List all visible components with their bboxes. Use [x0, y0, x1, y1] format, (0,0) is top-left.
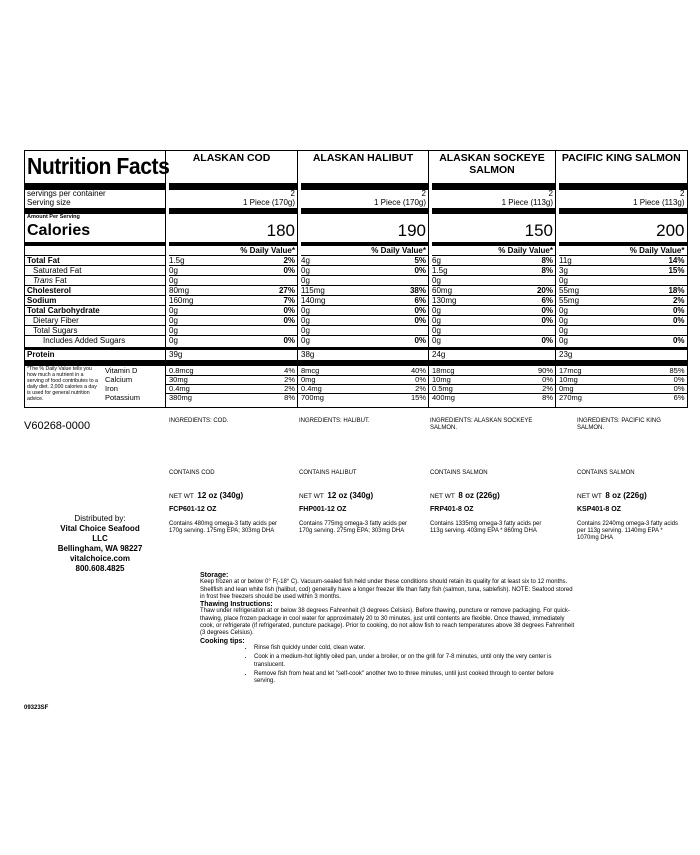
- sat-fat-label: Saturated Fat: [33, 266, 82, 275]
- ingredients: INGREDIENTS: HALIBUT.: [299, 418, 370, 424]
- calories-value: 200: [656, 221, 685, 240]
- nutrient-dv: 0%: [283, 306, 295, 315]
- nutrient-amount: 1.5g: [432, 266, 448, 275]
- nutrient-amount: 0g: [301, 266, 310, 275]
- product-name: ALASKAN HALIBUT: [312, 152, 414, 164]
- fiber-label: Dietary Fiber: [33, 316, 79, 325]
- serving-size-value: 1 Piece (170g): [373, 198, 426, 207]
- nutrient-amount: 0g: [559, 336, 568, 345]
- dv-header: % Daily Value*: [240, 246, 295, 255]
- vitd-label: Vitamin D: [105, 366, 138, 375]
- serving-size-value: 1 Piece (113g): [633, 198, 685, 207]
- nutrient-amount: 0g: [559, 276, 568, 285]
- nutrient-dv: 38%: [409, 286, 426, 295]
- nutrient-dv: 0%: [414, 336, 426, 345]
- cook-tips-list: [240, 645, 575, 685]
- nutrient-amount: 0g: [169, 336, 178, 345]
- vitamin-amount: 10mg: [432, 375, 451, 384]
- sodium-label: Sodium: [27, 296, 57, 305]
- vitamin-amount: 270mg: [559, 393, 582, 402]
- omega-info: Contains 480mg omega-3 fatty acids per 170g serving. 175mg EPA; 303mg DHA: [169, 521, 278, 534]
- product-name: PACIFIC KING SALMON: [561, 152, 681, 164]
- nutrition-facts-title: Nutrition Facts: [27, 153, 170, 179]
- serving-size-value: 1 Piece (170g): [242, 198, 295, 207]
- dv-header: % Daily Value*: [371, 246, 426, 255]
- nutrient-amount: 0g: [432, 336, 441, 345]
- vitamin-dv: 0%: [673, 375, 685, 384]
- nutrient-dv: 0%: [414, 316, 426, 325]
- total-carb-label: Total Carbohydrate: [27, 306, 100, 315]
- omega-info: Contains 2240mg omega-3 fatty acids per 113g serving. 1140mg EPA * 1070mg DHA: [577, 521, 679, 541]
- vitamin-dv: 15%: [410, 393, 426, 402]
- nutrient-amount: 0g: [169, 316, 178, 325]
- vitamin-amount: 18mcg: [432, 366, 455, 375]
- storage-block: [200, 572, 575, 687]
- ingredients: INGREDIENTS: PACIFIC KING SALMON.: [577, 418, 661, 431]
- serving-size-label: Serving size: [27, 198, 71, 207]
- nutrient-dv: 5%: [414, 256, 426, 265]
- nutrient-amount: 130mg: [432, 296, 457, 305]
- servings-value: 2: [548, 189, 553, 198]
- servings-value: 2: [290, 189, 295, 198]
- vitamin-amount: 700mg: [301, 393, 324, 402]
- nutrient-dv: 27%: [278, 286, 295, 295]
- vitamin-dv: 2%: [542, 384, 553, 393]
- nutrient-amount: 38g: [301, 350, 315, 359]
- nutrient-amount: 24g: [432, 350, 446, 359]
- sku: FCP601-12 OZ: [169, 506, 217, 513]
- vitamin-dv: 6%: [673, 393, 685, 402]
- nutrient-amount: 0g: [169, 276, 178, 285]
- cook-tip: • Remove fish from heat and let "self-cook" another two to three minutes, until just cooked through to center before serving.: [254, 671, 575, 686]
- servings-value: 2: [421, 189, 426, 198]
- thaw-heading: Thawing Instructions:: [200, 601, 273, 609]
- cook-tip: • Cook in a medium-hot lightly oiled pan, under a broiler, or on the grill for 7-8 minutes, until only the very center is translucent.: [254, 654, 575, 669]
- calories-value: 150: [524, 221, 553, 240]
- vitamin-amount: 0mg: [301, 375, 316, 384]
- nutrient-dv: 0%: [414, 306, 426, 315]
- ingredients: INGREDIENTS: ALASKAN SOCKEYE SALMON.: [430, 418, 533, 431]
- omega-info: Contains 775mg omega-3 fatty acids per 170g serving. 275mg EPA; 303mg DHA: [299, 521, 408, 534]
- vitamin-dv: 2%: [284, 384, 295, 393]
- nutrient-amount: 0g: [432, 316, 441, 325]
- nutrient-amount: 140mg: [301, 296, 326, 305]
- vitamin-amount: 0mg: [559, 384, 574, 393]
- nutrient-amount: 0g: [432, 306, 441, 315]
- contains-allergen: CONTAINS HALIBUT: [299, 470, 357, 476]
- nutrient-dv: 0%: [541, 316, 553, 325]
- storage-heading: Storage:: [200, 572, 229, 579]
- vitamin-amount: 10mg: [559, 375, 578, 384]
- vitamin-dv: 85%: [669, 366, 685, 375]
- dv-header: % Daily Value*: [498, 246, 553, 255]
- nutrient-amount: 0g: [559, 326, 568, 335]
- nutrient-amount: 4g: [301, 256, 310, 265]
- nutrient-dv: 2%: [672, 296, 685, 305]
- contains-allergen: CONTAINS COD: [169, 470, 215, 476]
- serving-size-value: 1 Piece (113g): [501, 198, 553, 207]
- product-name: ALASKAN SOCKEYE SALMON: [439, 152, 545, 176]
- nutrient-amount: 0g: [301, 336, 310, 345]
- cook-heading: Cooking tips:: [200, 637, 245, 645]
- nutrient-dv: 0%: [672, 306, 685, 315]
- nutrient-dv: 0%: [283, 266, 295, 275]
- nutrient-dv: 8%: [541, 256, 553, 265]
- nutrient-amount: 0g: [559, 316, 568, 325]
- sku: FRP401-8 OZ: [430, 506, 474, 513]
- nutrient-amount: 80mg: [169, 286, 190, 295]
- amount-per-serving: Amount Per Serving: [27, 214, 80, 220]
- nutrient-dv: 18%: [668, 286, 685, 295]
- nutrient-dv: 0%: [283, 316, 295, 325]
- sku: FHP001-12 OZ: [299, 506, 347, 513]
- company-name: Vital Choice Seafood LLC: [60, 524, 140, 543]
- nutrient-dv: 7%: [283, 296, 295, 305]
- cholesterol-label: Cholesterol: [27, 286, 72, 295]
- net-weight: NET WT 8 oz (226g): [430, 491, 500, 500]
- iron-label: Iron: [105, 384, 118, 393]
- calories-label: Calories: [27, 222, 91, 239]
- vitamin-dv: 8%: [284, 393, 295, 402]
- dv-header: % Daily Value*: [629, 246, 685, 255]
- nutrient-amount: 1.5g: [169, 256, 185, 265]
- vitamin-amount: 30mg: [169, 375, 188, 384]
- company-website: vitalchoice.com: [69, 554, 131, 563]
- nutrient-amount: 160mg: [169, 296, 194, 305]
- net-weight: NET WT 12 oz (340g): [169, 491, 244, 500]
- vitamin-amount: 380mg: [169, 393, 192, 402]
- nutrient-dv: 0%: [672, 336, 685, 345]
- calcium-label: Calcium: [105, 375, 133, 384]
- omega-info: Contains 1335mg omega-3 fatty acids per 113g serving. 403mg EPA * 860mg DHA: [430, 521, 542, 534]
- net-weight: NET WT 12 oz (340g): [299, 491, 374, 500]
- nutrient-amount: 0g: [169, 306, 178, 315]
- nutrient-dv: 14%: [668, 256, 685, 265]
- ingredients: INGREDIENTS: COD.: [169, 418, 229, 424]
- nutrient-dv: 0%: [283, 336, 295, 345]
- nutrient-dv: 6%: [414, 296, 426, 305]
- nutrient-amount: 0g: [169, 266, 178, 275]
- vitamin-dv: 2%: [284, 375, 295, 384]
- vitamin-amount: 0.4mg: [169, 384, 190, 393]
- product-column: [166, 151, 298, 407]
- contains-allergen: CONTAINS SALMON: [577, 470, 635, 476]
- nutrient-amount: 60mg: [432, 286, 453, 295]
- vitamin-dv: 0%: [415, 375, 426, 384]
- vitamin-dv: 90%: [537, 366, 553, 375]
- protein-label: Protein: [27, 350, 55, 359]
- vitamin-dv: 4%: [284, 366, 295, 375]
- distributed-by: Distributed by:: [74, 514, 126, 523]
- dv-footnote: *The % Daily Value tells you how much a nutrient in a serving of food contributes to a daily diet. 2,000 calories a day is used for general nutrition advice.: [27, 366, 98, 402]
- company-phone: 800.608.4825: [75, 564, 125, 573]
- distributor-block: [55, 514, 145, 574]
- nutrient-amount: 0g: [559, 306, 568, 315]
- nutrient-dv: 2%: [283, 256, 295, 265]
- nutrient-dv: 0%: [672, 316, 685, 325]
- nutrient-amount: 39g: [169, 350, 183, 359]
- calories-value: 190: [397, 221, 426, 240]
- nutrient-amount: 55mg: [559, 296, 580, 305]
- thaw-text: Thaw under refrigeration at or below 38 degrees Fahrenheit (3 degrees Celsius). Before thawing, puncture or remove packaging. For quick-thawing, place frozen package in cool water for approximately 20 to 30 minutes, just until contents are flexible. Once thawed, immediately cook, or refrigerate (if refrigerated, puncture package). Prior to cooking, do not allow fish to reach temperatures above 38 degrees Fahrenheit (3 degrees Celsius).: [200, 608, 575, 637]
- nutrient-amount: 0g: [301, 326, 310, 335]
- vitamin-amount: 17mcg: [559, 366, 582, 375]
- product-column: [298, 151, 429, 407]
- nutrient-amount: 3g: [559, 266, 568, 275]
- nutrient-amount: 0g: [432, 326, 441, 335]
- nutrient-amount: 6g: [432, 256, 441, 265]
- nutrient-dv: 0%: [541, 306, 553, 315]
- net-weight: NET WT 8 oz (226g): [577, 491, 647, 500]
- nutrient-amount: 0g: [169, 326, 178, 335]
- sku: KSP401-8 OZ: [577, 506, 621, 513]
- nutrient-amount: 55mg: [559, 286, 580, 295]
- company-address: Bellingham, WA 98227: [57, 544, 143, 553]
- nutrient-amount: 0g: [301, 316, 310, 325]
- vitamin-dv: 2%: [415, 384, 426, 393]
- added-sugars-label: Includes Added Sugars: [43, 336, 126, 345]
- servings-value: 2: [680, 189, 685, 198]
- vitamin-dv: 0%: [542, 375, 553, 384]
- vitamin-amount: 0.8mcg: [169, 366, 194, 375]
- nutrient-amount: 115mg: [301, 286, 325, 295]
- label-column: [25, 151, 170, 407]
- vitamin-amount: 0.5mg: [432, 384, 453, 393]
- nutrient-dv: 0%: [541, 336, 553, 345]
- nutrient-amount: 0g: [301, 276, 310, 285]
- product-code: V60268-0000: [24, 420, 91, 432]
- nutrient-dv: 6%: [541, 296, 553, 305]
- storage-text: Keep frozen at or below 0° F(-18° C). Vacuum-sealed fish held under these conditions should retain its quality for at least six to 12 months. Shellfish and lean white fish (halibut, cod) generally have a longer freezer life than fatty fish (salmon, tuna, sablefish). NOTE: Seafood stored in frost free freezers should be used within 3 months.: [200, 579, 573, 600]
- contains-allergen: CONTAINS SALMON: [430, 470, 488, 476]
- product-name: ALASKAN COD: [192, 152, 271, 164]
- vitamin-amount: 0.4mg: [301, 384, 322, 393]
- sugars-label: Total Sugars: [33, 326, 78, 335]
- trans-fat-label: Trans Fat: [33, 276, 67, 285]
- potassium-label: Potassium: [105, 393, 141, 402]
- servings-label: servings per container: [27, 189, 106, 198]
- nutrient-dv: 15%: [668, 266, 685, 275]
- nutrient-dv: 8%: [541, 266, 553, 275]
- product-column: [429, 151, 556, 407]
- nutrient-amount: 23g: [559, 350, 573, 359]
- vitamin-dv: 8%: [542, 393, 553, 402]
- vitamin-dv: 0%: [673, 384, 685, 393]
- vitamin-amount: 400mg: [432, 393, 455, 402]
- vitamin-dv: 40%: [410, 366, 426, 375]
- calories-value: 180: [266, 221, 295, 240]
- bottom-code: 09323SF: [24, 705, 49, 711]
- nutrient-dv: 20%: [536, 286, 553, 295]
- total-fat-label: Total Fat: [27, 256, 60, 265]
- nutrient-amount: 0g: [301, 306, 310, 315]
- nutrient-amount: 0g: [432, 276, 441, 285]
- product-column: [556, 151, 687, 407]
- nutrient-amount: 11g: [559, 256, 572, 265]
- cook-tip: • Rinse fish quickly under cold, clean water.: [254, 645, 575, 652]
- nutrient-dv: 0%: [414, 266, 426, 275]
- nutrition-panel: [24, 150, 688, 408]
- vitamin-amount: 8mcg: [301, 366, 320, 375]
